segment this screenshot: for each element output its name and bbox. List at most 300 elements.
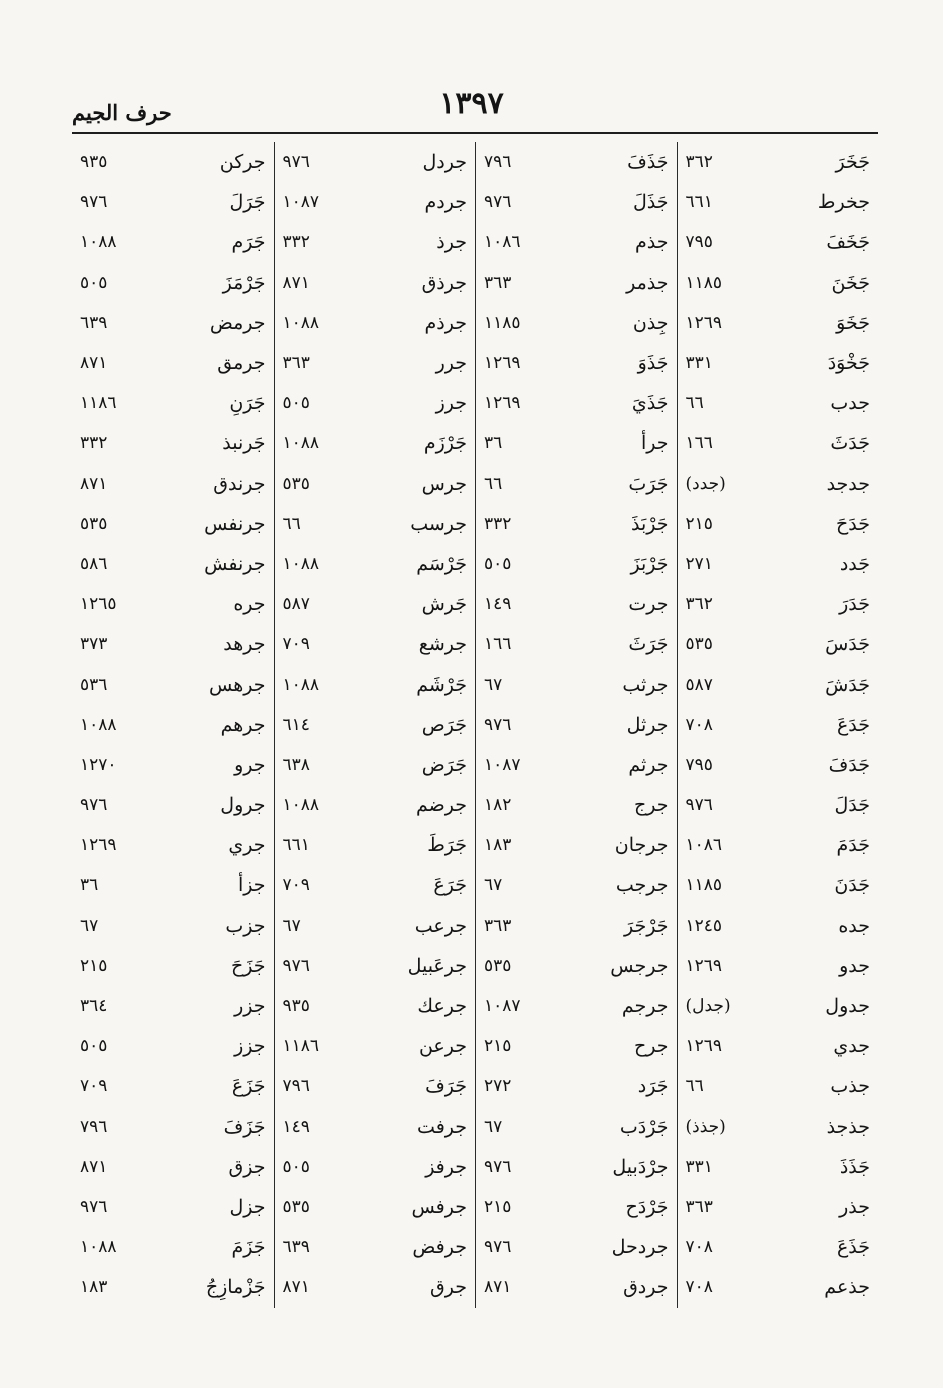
entry-word: جَذَوَ xyxy=(637,352,669,375)
entry-page: (جدل) xyxy=(685,996,731,1017)
entry-word: جرذق xyxy=(421,271,467,294)
index-entry xyxy=(80,1066,266,1106)
entry-word: جَرَثَ xyxy=(628,633,669,656)
index-entry xyxy=(484,986,669,1026)
entry-page: ٥٠٥ xyxy=(282,393,310,414)
index-entry xyxy=(686,222,871,262)
index-entry xyxy=(80,1187,266,1227)
entry-page: ٩٧٦ xyxy=(80,795,108,816)
index-entry xyxy=(283,222,468,262)
entry-word: جرس xyxy=(421,472,467,495)
index-column-1 xyxy=(677,142,879,1308)
entry-page: ٦٣٩ xyxy=(282,1237,310,1258)
entry-word: جخرط xyxy=(817,191,870,214)
index-entry xyxy=(686,584,871,624)
entry-word: جرثل xyxy=(626,713,669,736)
entry-page: ١٠٨٨ xyxy=(282,553,320,574)
entry-page: ٥٣٥ xyxy=(685,634,713,655)
entry-page: ٥٠٥ xyxy=(80,1036,108,1057)
index-entry xyxy=(283,182,468,222)
entry-page: ٥٠٥ xyxy=(282,1156,310,1177)
entry-word: جَرْبَذَ xyxy=(631,512,669,535)
index-entry xyxy=(484,1227,669,1267)
entry-page: ٧٩٦ xyxy=(80,1116,108,1137)
entry-word: جَزَمَ xyxy=(231,1236,266,1259)
entry-word: جرمض xyxy=(209,311,266,334)
index-column-4 xyxy=(72,142,274,1308)
entry-page: ٩٧٦ xyxy=(484,1237,512,1258)
entry-word: جرو xyxy=(234,753,266,776)
index-entry xyxy=(686,946,871,986)
index-entry xyxy=(80,584,266,624)
index-entry xyxy=(484,142,669,182)
entry-page: ٩٧٦ xyxy=(484,714,512,735)
entry-page: ٥٨٦ xyxy=(80,553,108,574)
entry-word: جَرَلَ xyxy=(229,191,266,214)
entry-word: جرفس xyxy=(411,1195,467,1218)
index-entry xyxy=(283,705,468,745)
entry-page: ٢٧٢ xyxy=(484,1076,512,1097)
entry-page: ٧٠٩ xyxy=(282,875,310,896)
entry-page: ٩٧٦ xyxy=(685,795,713,816)
entry-page: ٦٧ xyxy=(484,674,503,695)
entry-word: جرجس xyxy=(610,954,669,977)
index-entry xyxy=(686,142,871,182)
entry-word: جدول xyxy=(825,995,870,1018)
index-entry xyxy=(80,182,266,222)
index-entry xyxy=(283,664,468,704)
entry-word: جذجذ xyxy=(826,1115,870,1138)
entry-word: جردل xyxy=(422,151,467,174)
entry-page: ٣٣٢ xyxy=(282,232,310,253)
header-rule xyxy=(72,132,878,134)
entry-word: جَذَذَ xyxy=(839,1155,870,1178)
entry-page: ٩٣٥ xyxy=(282,996,310,1017)
entry-page: ٨٧١ xyxy=(282,272,310,293)
entry-word: جرهم xyxy=(220,713,266,736)
index-entry xyxy=(686,1267,871,1307)
entry-page: ١٦٦ xyxy=(484,634,512,655)
index-entry xyxy=(80,222,266,262)
entry-page: ١٠٨٨ xyxy=(80,232,117,253)
entry-page: ٥٣٥ xyxy=(282,1196,310,1217)
index-entry xyxy=(283,745,468,785)
entry-page: ٢١٥ xyxy=(80,955,108,976)
entry-word: جرول xyxy=(220,794,266,817)
entry-page: ٨٧١ xyxy=(80,473,108,494)
index-entry xyxy=(283,263,468,303)
index-entry xyxy=(484,1267,669,1307)
index-column-3 xyxy=(274,142,476,1308)
index-entry xyxy=(686,825,871,865)
entry-page: ٧٠٩ xyxy=(282,634,310,655)
entry-page: ٥٣٦ xyxy=(80,674,108,695)
index-entry xyxy=(80,263,266,303)
index-entry xyxy=(686,343,871,383)
entry-page: ٧٩٥ xyxy=(685,754,713,775)
index-entry xyxy=(484,383,669,423)
entry-word: جرج xyxy=(634,794,669,817)
index-entry xyxy=(686,423,871,463)
entry-page: ٦٦١ xyxy=(685,192,713,213)
index-entry xyxy=(686,504,871,544)
entry-page: ٢١٥ xyxy=(484,1036,512,1057)
entry-word: جدجد xyxy=(826,472,870,495)
entry-word: جرق xyxy=(430,1276,467,1299)
entry-page: ٦١٤ xyxy=(282,714,310,735)
entry-word: جَخَرَ xyxy=(835,151,870,174)
index-entry xyxy=(80,1107,266,1147)
index-entry xyxy=(283,1267,468,1307)
entry-word: جرفت xyxy=(417,1115,467,1138)
entry-word: جَخْوَدَ xyxy=(827,352,870,375)
entry-page: ١٠٨٨ xyxy=(80,1237,117,1258)
index-entry xyxy=(484,1026,669,1066)
entry-page: ٣٧٣ xyxy=(80,634,108,655)
index-entry xyxy=(80,705,266,745)
entry-page: ٦٦ xyxy=(484,473,503,494)
index-entry xyxy=(80,303,266,343)
index-entry xyxy=(686,182,871,222)
entry-word: جردق xyxy=(623,1276,669,1299)
index-entry xyxy=(484,544,669,584)
entry-word: جَرْبَزَ xyxy=(630,552,669,575)
index-entry xyxy=(686,624,871,664)
entry-word: جَرْشَم xyxy=(416,673,467,696)
entry-word: جَدَشَ xyxy=(825,673,870,696)
entry-word: جزز xyxy=(234,1035,266,1058)
entry-word: جرشع xyxy=(418,633,467,656)
entry-word: جذمر xyxy=(626,271,669,294)
index-entry xyxy=(283,504,468,544)
index-entry xyxy=(80,1267,266,1307)
entry-page: ١٢٧٠ xyxy=(80,754,117,775)
index-entry xyxy=(686,1187,871,1227)
entry-word: جَدَعَ xyxy=(836,713,870,736)
entry-word: جَرَطَ xyxy=(427,834,467,857)
entry-page: ١١٨٦ xyxy=(282,1036,320,1057)
entry-word: جرجم xyxy=(621,995,669,1018)
index-entry xyxy=(686,664,871,704)
entry-page: ١٢٦٩ xyxy=(80,835,117,856)
entry-page: ٧٩٦ xyxy=(282,1076,310,1097)
entry-word: جرعب xyxy=(414,914,467,937)
index-entry xyxy=(80,825,266,865)
entry-page: ١٢٦٩ xyxy=(484,393,521,414)
index-entry xyxy=(80,664,266,704)
entry-page: ٩٧٦ xyxy=(80,192,108,213)
entry-word: جَرَص xyxy=(421,713,467,736)
entry-page: ٦٦ xyxy=(685,1076,704,1097)
entry-page: ١٢٦٩ xyxy=(484,353,521,374)
entry-word: جردحل xyxy=(611,1236,669,1259)
entry-word: جرز xyxy=(435,392,467,415)
index-entry xyxy=(283,423,468,463)
entry-page: ٢١٥ xyxy=(484,1196,512,1217)
index-entry xyxy=(283,865,468,905)
index-entry xyxy=(686,1227,871,1267)
entry-page: ٣٦ xyxy=(484,433,503,454)
index-entry xyxy=(686,865,871,905)
entry-page: ٨٧١ xyxy=(484,1277,512,1298)
entry-page: (جدد) xyxy=(685,473,726,494)
index-entry xyxy=(686,263,871,303)
entry-word: جَرَم xyxy=(231,231,266,254)
entry-page: ١٨٢ xyxy=(484,795,512,816)
page-number: ١٣٩٧ xyxy=(439,86,504,121)
index-entry xyxy=(686,464,871,504)
entry-word: جزب xyxy=(225,914,266,937)
entry-page: ٣٦٣ xyxy=(282,353,310,374)
entry-page: ٢١٥ xyxy=(685,513,713,534)
entry-page: ٧٠٨ xyxy=(685,1277,713,1298)
index-entry xyxy=(80,986,266,1026)
index-entry xyxy=(283,584,468,624)
entry-page: ٦٦١ xyxy=(282,835,310,856)
entry-word: جركن xyxy=(219,151,266,174)
entry-page: ٣٦٢ xyxy=(685,594,713,615)
entry-word: جَدد xyxy=(839,552,870,575)
entry-page: ٨٧١ xyxy=(80,1156,108,1177)
index-entry xyxy=(484,906,669,946)
entry-word: جرعك xyxy=(417,995,467,1018)
index-entry xyxy=(686,986,871,1026)
entry-word: جَزْمازِجُ xyxy=(205,1276,266,1299)
index-entry xyxy=(80,504,266,544)
entry-page: ٧٠٨ xyxy=(685,714,713,735)
entry-word: جزر xyxy=(234,995,266,1018)
entry-word: جزأ xyxy=(237,874,266,897)
entry-page: ٥٣٥ xyxy=(80,513,108,534)
entry-word: جَرَد xyxy=(637,1075,669,1098)
entry-word: جره xyxy=(233,593,266,616)
index-entry xyxy=(283,1066,468,1106)
entry-page: ٧٠٨ xyxy=(685,1237,713,1258)
entry-word: جدب xyxy=(830,392,870,415)
entry-word: جَدَثَ xyxy=(830,432,870,455)
index-entry xyxy=(484,504,669,544)
entry-page: ٣٦٢ xyxy=(685,152,713,173)
entry-page: ١٠٨٦ xyxy=(484,232,521,253)
entry-word: جَخَفَ xyxy=(826,231,870,254)
entry-word: جذعم xyxy=(824,1276,870,1299)
entry-word: جَدَلَ xyxy=(834,794,870,817)
index-entry xyxy=(283,825,468,865)
index-entry xyxy=(283,1187,468,1227)
entry-word: جردم xyxy=(424,191,467,214)
entry-word: جَذَيَ xyxy=(631,392,669,415)
entry-word: جرنفش xyxy=(204,552,266,575)
index-entry xyxy=(484,865,669,905)
entry-word: جدو xyxy=(839,954,870,977)
entry-word: جرذم xyxy=(424,311,467,334)
index-entry xyxy=(686,544,871,584)
index-entry xyxy=(484,263,669,303)
index-entry xyxy=(80,865,266,905)
index-entry xyxy=(686,303,871,343)
index-entry xyxy=(686,906,871,946)
entry-page: ٣٦٣ xyxy=(484,272,512,293)
entry-word: جِذن xyxy=(632,311,669,334)
entry-page: ٦٧ xyxy=(80,915,99,936)
index-entry xyxy=(484,182,669,222)
index-entry xyxy=(484,624,669,664)
entry-page: ١٨٣ xyxy=(80,1277,108,1298)
entry-page: ١٠٨٨ xyxy=(80,714,117,735)
index-entry xyxy=(283,624,468,664)
index-entry xyxy=(283,946,468,986)
entry-word: جرعَبيل xyxy=(407,954,467,977)
entry-page: ١٠٨٧ xyxy=(484,996,521,1017)
entry-page: ١٢٦٩ xyxy=(685,312,723,333)
index-entry xyxy=(80,343,266,383)
index-entry xyxy=(484,785,669,825)
entry-page: (جذذ) xyxy=(685,1116,726,1137)
entry-page: ٦٧ xyxy=(484,875,503,896)
entry-page: ١١٨٦ xyxy=(80,393,117,414)
entry-word: جَرَض xyxy=(421,753,467,776)
entry-word: جَدَحَ xyxy=(836,512,870,535)
index-column-2 xyxy=(475,142,677,1308)
index-entry xyxy=(80,383,266,423)
index-entry xyxy=(686,1107,871,1147)
index-entry xyxy=(283,383,468,423)
index-entry xyxy=(283,303,468,343)
entry-word: جَرش xyxy=(421,593,467,616)
entry-page: ٥٨٧ xyxy=(685,674,713,695)
entry-page: ٩٧٦ xyxy=(282,152,310,173)
index-entry xyxy=(283,142,468,182)
entry-page: ٥٣٥ xyxy=(484,955,512,976)
index-entry xyxy=(686,383,871,423)
entry-word: جَدَفَ xyxy=(828,753,870,776)
entry-page: ١٤٩ xyxy=(282,1116,310,1137)
index-entry xyxy=(80,142,266,182)
entry-page: ٣٣٢ xyxy=(484,513,512,534)
index-entry xyxy=(80,1026,266,1066)
entry-word: جرعن xyxy=(418,1035,467,1058)
entry-page: ٦٦ xyxy=(685,393,704,414)
entry-word: جرفض xyxy=(412,1236,467,1259)
index-entry xyxy=(80,464,266,504)
index-entry xyxy=(283,906,468,946)
entry-page: ٦٧ xyxy=(484,1116,503,1137)
entry-word: جرهس xyxy=(209,673,266,696)
entry-page: ٩٧٦ xyxy=(282,955,310,976)
index-entry xyxy=(484,1147,669,1187)
index-entry xyxy=(484,705,669,745)
index-entry xyxy=(283,1026,468,1066)
index-entry xyxy=(80,1147,266,1187)
entry-word: جري xyxy=(228,834,266,857)
index-entry xyxy=(484,584,669,624)
entry-page: ١٢٤٥ xyxy=(685,915,723,936)
entry-page: ٣٦ xyxy=(80,875,99,896)
entry-word: جَزَعَ xyxy=(231,1075,266,1098)
entry-page: ١٢٦٩ xyxy=(685,955,723,976)
entry-word: جَرنبذ xyxy=(222,432,266,455)
entry-word: جرثب xyxy=(622,673,669,696)
entry-page: ١٠٨٧ xyxy=(282,192,320,213)
entry-page: ٥٠٥ xyxy=(484,553,512,574)
entry-word: جرذ xyxy=(436,231,467,254)
entry-word: جذر xyxy=(839,1195,870,1218)
index-entry xyxy=(283,986,468,1026)
entry-page: ٣٦٤ xyxy=(80,996,108,1017)
entry-page: ٥٨٧ xyxy=(282,594,310,615)
entry-word: جَخَنَ xyxy=(831,271,870,294)
index-entry xyxy=(484,423,669,463)
index-entry xyxy=(686,1147,871,1187)
entry-page: ٦٣٩ xyxy=(80,312,108,333)
entry-word: جرح xyxy=(634,1035,669,1058)
entry-word: جرسب xyxy=(410,512,467,535)
entry-page: ١٠٨٧ xyxy=(484,754,521,775)
entry-word: جرمق xyxy=(217,352,266,375)
index-entry xyxy=(283,1227,468,1267)
entry-word: جرضم xyxy=(415,794,467,817)
entry-word: جَدَنَ xyxy=(834,874,870,897)
index-entry xyxy=(283,343,468,383)
entry-page: ١٠٨٨ xyxy=(282,312,320,333)
index-entry xyxy=(484,343,669,383)
index-entry xyxy=(80,785,266,825)
entry-word: جزق xyxy=(228,1155,266,1178)
entry-page: ١٠٨٨ xyxy=(282,795,320,816)
index-entry xyxy=(484,303,669,343)
entry-word: جَرْزَم xyxy=(423,432,467,455)
entry-page: ٣٦٣ xyxy=(484,915,512,936)
entry-word: جَدَمَ xyxy=(836,834,870,857)
index-entry xyxy=(686,785,871,825)
index-entry xyxy=(283,785,468,825)
entry-page: ٨٧١ xyxy=(80,353,108,374)
entry-word: جدي xyxy=(833,1035,870,1058)
entry-word: جَرْدَب xyxy=(619,1115,669,1138)
entry-page: ٧٩٥ xyxy=(685,232,713,253)
entry-word: جَرَبَ xyxy=(628,472,669,495)
entry-page: ٧٩٦ xyxy=(484,152,512,173)
entry-word: جَدَرَ xyxy=(839,593,870,616)
index-entry xyxy=(80,906,266,946)
index-table xyxy=(72,142,878,1308)
index-entry xyxy=(484,664,669,704)
entry-word: جرْدَبيل xyxy=(612,1155,669,1178)
entry-page: ٣٣١ xyxy=(685,1156,713,1177)
index-entry xyxy=(484,745,669,785)
index-entry xyxy=(484,946,669,986)
entry-word: جرجب xyxy=(615,874,669,897)
entry-page: ٣٣٢ xyxy=(80,433,108,454)
entry-word: جرثم xyxy=(628,753,669,776)
index-entry xyxy=(484,1107,669,1147)
entry-page: ٥٣٥ xyxy=(282,473,310,494)
entry-page: ٧٠٩ xyxy=(80,1076,108,1097)
entry-word: جرفز xyxy=(425,1155,467,1178)
index-entry xyxy=(484,825,669,865)
index-entry xyxy=(686,705,871,745)
entry-page: ١٨٣ xyxy=(484,835,512,856)
entry-word: جَرْمَزَ xyxy=(222,271,266,294)
index-entry xyxy=(484,1066,669,1106)
entry-word: جَرَنِ xyxy=(229,392,266,415)
entry-page: ٢٧١ xyxy=(685,553,713,574)
entry-word: جرت xyxy=(628,593,669,616)
index-entry xyxy=(80,624,266,664)
entry-word: جَخَوَ xyxy=(836,311,870,334)
entry-word: جَرْجَرَ xyxy=(624,914,669,937)
entry-page: ٩٧٦ xyxy=(484,192,512,213)
